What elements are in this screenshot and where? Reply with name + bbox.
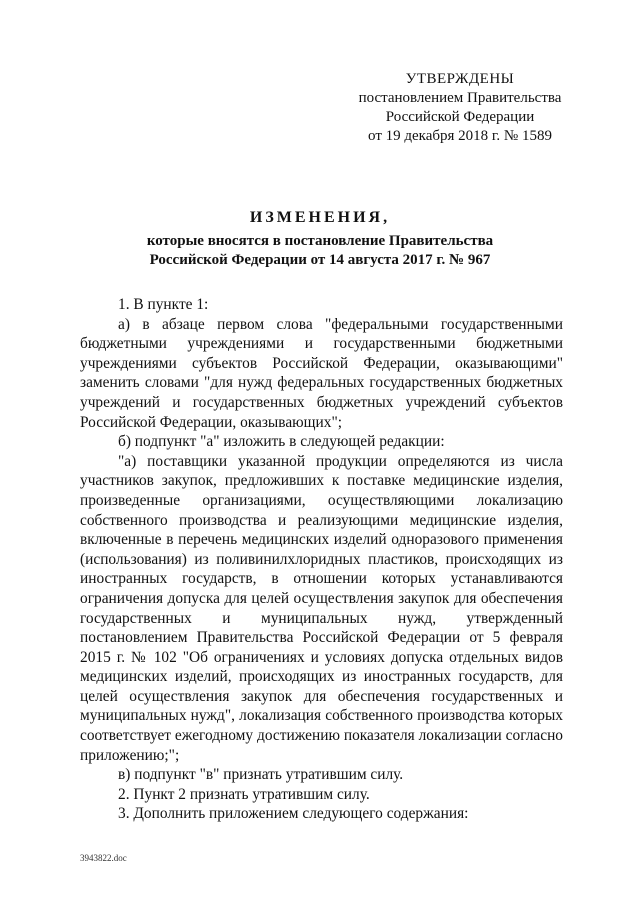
document-title: ИЗМЕНЕНИЯ, [249, 209, 391, 226]
approval-line-1: постановлением Правительства [358, 90, 562, 106]
document-subtitle [120, 232, 520, 270]
subtitle-line-2: Российской Федерации от 14 августа 2017 г. № 967 [149, 252, 491, 268]
document-body [80, 295, 563, 824]
approval-block [330, 70, 590, 146]
approval-line-2: Российской Федерации [385, 109, 535, 125]
paragraph-quoted-text: "а) поставщики указанной продукции определяются из числа участников закупок, предложивших к поставке медицинские изделия, произведенные организациями, осуществляющими локализацию собственного производства и реализующими медицинские изделия, включенные в перечень медицинских изделий одноразового применения (использования) из поливинилхлоридных пластиков, происходящих из иностранных государств, в отношении которых устанавливаются ограничения допуска для целей осуществления закупок для обеспечения государственных и муниципальных нужд, утвержденный постановлением Правительства Российской Федерации от 5 февраля 2015 г. № 102 "Об ограничениях и условиях допуска отдельных видов медицинских изделий, происходящих из иностранных государств, для целей осуществления закупок для обеспечения государственных и муниципальных нужд", локализация собственного производства которых соответствует ежегодному достижению показателя локализации согласно приложению;"; [80, 452, 563, 764]
paragraph-item-2: 2. Пункт 2 признать утратившим силу. [118, 785, 370, 803]
paragraph-subitem-b: б) подпункт "а" изложить в следующей редакции: [118, 433, 445, 451]
approval-heading: УТВЕРЖДЕНЫ [405, 71, 515, 87]
approval-line-3: от 19 декабря 2018 г. № 1589 [368, 128, 552, 144]
subtitle-line-1: которые вносятся в постановление Правительства [146, 233, 494, 249]
paragraph-subitem-a: а) в абзаце первом слова "федеральными государственными бюджетными учреждениями и государственными бюджетными учреждениями субъектов Российской Федерации, оказывающими" заменить словами "для нужд федеральных государственных бюджетных учреждений и государственных бюджетных учреждений субъектов Российской Федерации, оказывающих"; [80, 315, 563, 431]
paragraph-subitem-v: в) подпункт "в" признать утратившим силу. [118, 766, 404, 784]
paragraph-item-1: 1. В пункте 1: [118, 296, 209, 313]
file-name-footer: 3943822.doc [80, 853, 127, 863]
paragraph-item-3: 3. Дополнить приложением следующего содержания: [118, 805, 469, 823]
